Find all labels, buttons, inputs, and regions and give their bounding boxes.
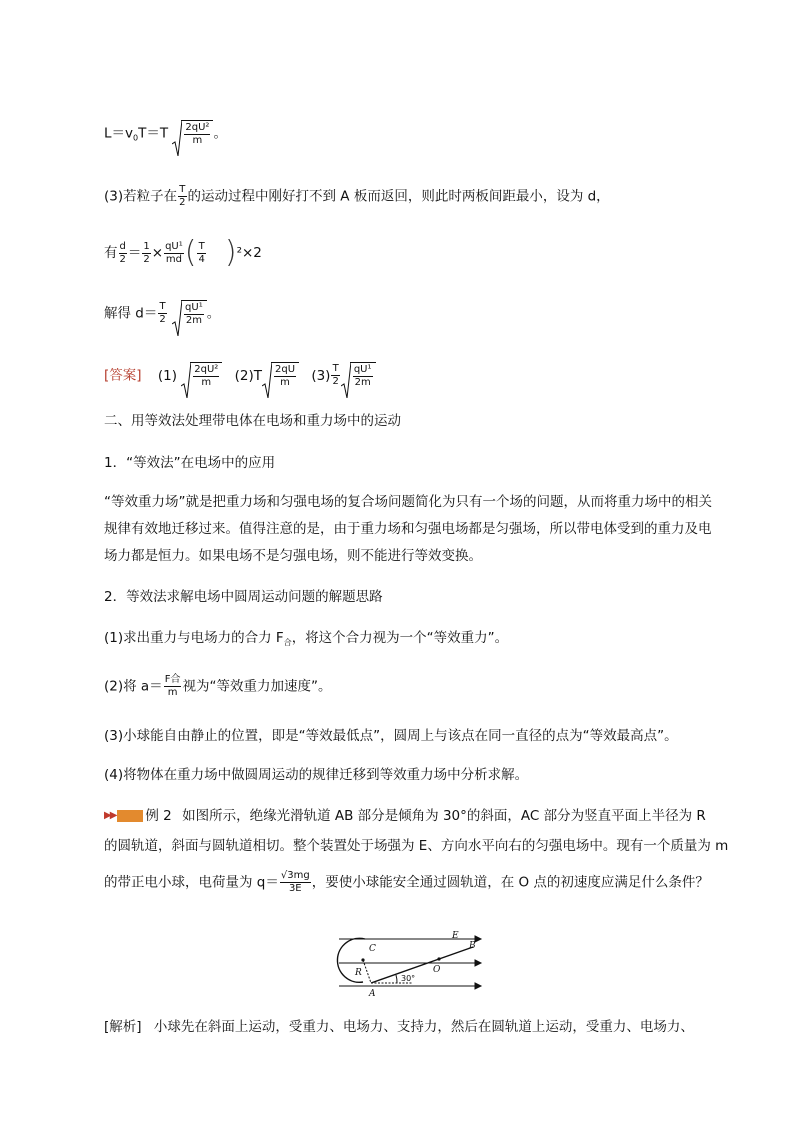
radical-icon: [262, 362, 272, 398]
radical-icon: [172, 120, 182, 156]
answer-tag: [答案]: [104, 367, 142, 384]
label-o: O: [433, 965, 441, 975]
example-line-2: 的圆轨道，斜面与圆轨道相切。整个装置处于场强为 E、方向水平向右的匀强电场中。现有一个质量为 m: [104, 838, 729, 854]
paragraph-part3: (3)若粒子在 $\frac{T}{2}$ 的运动过程中刚好打不到 A 板而返回，则此时两板间距最小，设为 d，: [104, 184, 610, 208]
label-e: E: [452, 931, 459, 941]
label-c: C: [369, 944, 376, 954]
track-diagram: [335, 922, 485, 1000]
incline-ab: [371, 947, 473, 983]
analysis-line: [解析] 小球先在斜面上运动，受重力、电场力、支持力，然后在圆轨道上运动，受重力、电场力、: [104, 1019, 694, 1035]
example-line-1: ▶▶ 例 2 如图所示，绝缘光滑轨道 AB 部分是倾角为 30°的斜面，AC 部分为竖直平面上半径为 R: [104, 808, 706, 824]
step-2: (2)将 a＝ $\frac{\text{F合}}{m}$ 视为“等效重力加速度”。: [104, 674, 332, 698]
ball-o-dot: [437, 957, 440, 960]
step-1: (1)求出重力与电场力的合力 $F_合$，将这个合力视为一个“等效重力”。: [104, 630, 509, 647]
center-dot: [361, 958, 364, 961]
paragraph-equivalent-gravity: “等效重力场”就是把重力场和匀强电场的复合场问题简化为只有一个场的问题，从而将重力场中的相关规律有效地迁移过来。值得注意的是，由于重力场和匀强电场都是匀强场，所以带电体受到的重力及电场力都是恒力。如果电场不是匀强电场，则不能进行等效变换。: [104, 494, 712, 564]
label-b: B: [469, 941, 476, 951]
step-3: (3)小球能自由静止的位置，即是“等效最低点”，圆周上与该点在同一直径的点为“等效最高点”。: [104, 728, 678, 744]
formula-solution-d: 解得 d＝ $\frac{T}{2}$ $\frac{\text{qU¹}}{2m}$ 。: [104, 300, 220, 327]
arrow-icon: [475, 936, 481, 942]
example-badge: [117, 810, 143, 822]
radical-icon: [341, 362, 351, 398]
section-heading: 二、用等效法处理带电体在电场和重力场中的运动: [104, 413, 401, 429]
subheading-1: 1．“等效法”在电场中的应用: [104, 455, 276, 471]
sqrt-expression: $\frac{\text{2qU²}}{m}$: [172, 120, 213, 147]
arrow-icon: [475, 960, 481, 966]
example-line-3: 的带正电小球，电荷量为 q＝ $\frac{√3mg}{3E}$ ，要使小球能安全通过圆轨道，在 O 点的初速度应满足什么条件？: [104, 870, 709, 894]
radical-icon: [172, 300, 182, 336]
label-angle: 30°: [401, 974, 416, 983]
formula-length: $L=v_0T=T$ $\frac{\text{2qU²}}{m}$ 。: [104, 120, 227, 149]
answer-line: [答案] (1) $\frac{\text{2qU²}}{m}$ (2)T $\frac{2qU}{m}$ (3) $\frac{T}{2}$ $\frac{\text{qU¹}}{2m}$: [104, 362, 376, 389]
arrow-icon: [475, 983, 481, 989]
step-4: (4)将物体在重力场中做圆周运动的规律迁移到等效重力场中分析求解。: [104, 767, 529, 783]
double-arrow-icon: ▶▶: [104, 810, 116, 821]
label-r: R: [355, 968, 362, 978]
formula-distance-equation: 有 $\frac{d}{2}$ ＝ $\frac{1}{2}$ × $\frac{\text{qU¹}}{md}$ ( $\frac{T}{4}$ )²×2: [104, 235, 262, 270]
subheading-2: 2．等效法求解电场中圆周运动问题的解题思路: [104, 589, 383, 605]
angle-arc: [396, 975, 397, 983]
label-a: A: [369, 989, 376, 999]
radical-icon: [181, 362, 191, 398]
